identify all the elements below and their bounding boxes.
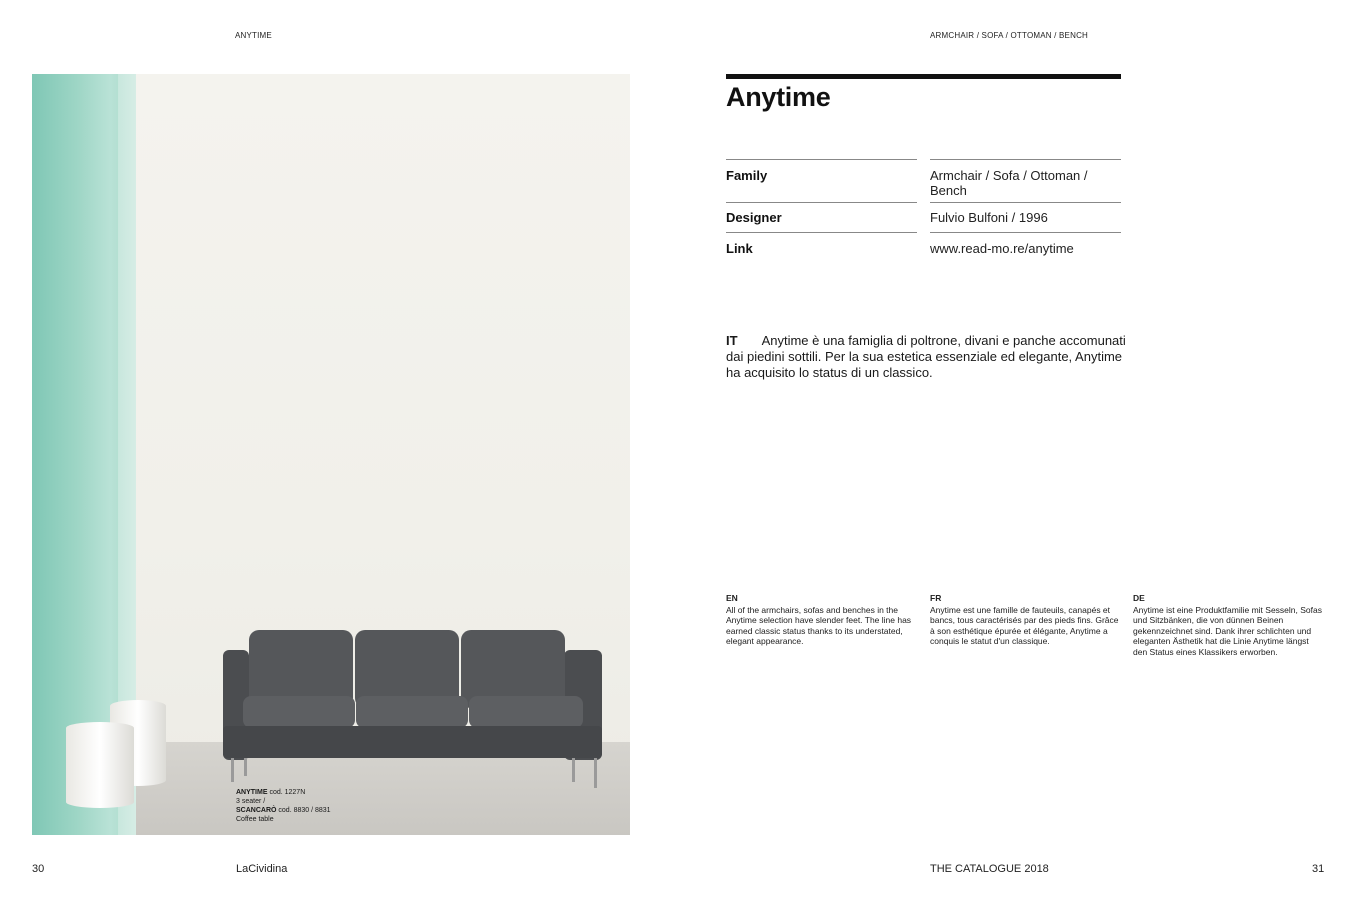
- spec-divider: [930, 159, 1121, 160]
- language-tag-fr: FR: [930, 593, 942, 603]
- photo-sofa-base: [223, 726, 602, 758]
- description-fr: [930, 593, 1122, 647]
- page-number-right: 31: [1312, 863, 1325, 875]
- spec-divider: [726, 159, 917, 160]
- spec-label-family: Family: [726, 168, 768, 183]
- spec-divider: [930, 202, 1121, 203]
- spec-divider: [726, 232, 917, 233]
- caption-product-code: cod. 1227N: [269, 789, 306, 796]
- product-title: Anytime: [726, 82, 831, 112]
- page-number-left: 30: [32, 863, 45, 875]
- caption-table-type: Coffee table: [236, 816, 274, 823]
- photo-sofa-seat-3: [469, 696, 583, 728]
- footer-catalogue: THE CATALOGUE 2018: [930, 863, 1049, 875]
- spec-label-designer: Designer: [726, 210, 782, 225]
- description-it: [726, 333, 1126, 381]
- title-rule: [726, 74, 1121, 79]
- spec-divider: [726, 202, 917, 203]
- photo-caption: [236, 788, 331, 824]
- photo-sofa-seat-2: [356, 696, 468, 728]
- photo-sofa-leg: [244, 758, 247, 776]
- spec-divider: [930, 232, 1121, 233]
- photo-sofa-leg: [572, 758, 575, 782]
- spec-label-link: Link: [726, 241, 753, 256]
- description-de-text: Anytime ist eine Produktfamilie mit Sesseln, Sofas und Sitzbänken, die von dünnen Beinen gekennzeichnet sind. Dank ihrer schlichten und eleganten Ästhetik hat die Linie Anytime längst den Status eines Klassikers erworben.: [1133, 604, 1322, 657]
- caption-product-variant: 3 seater /: [236, 798, 266, 805]
- description-en-text: All of the armchairs, sofas and benches in the Anytime selection have slender feet. The line has earned classic status thanks to its understated, elegant appearance.: [726, 604, 912, 646]
- description-de: [1133, 593, 1325, 657]
- photo-sofa-leg: [231, 758, 234, 782]
- language-tag-de: DE: [1133, 593, 1145, 603]
- caption-table-code: cod. 8830 / 8831: [278, 807, 331, 814]
- spec-value-link[interactable]: www.read-mo.re/anytime: [930, 241, 1074, 256]
- running-header-left: ANYTIME: [235, 31, 272, 40]
- product-photo: [32, 74, 630, 835]
- language-tag-it: IT: [726, 333, 738, 348]
- photo-sofa-leg: [594, 758, 597, 788]
- caption-product-name: ANYTIME: [236, 789, 268, 796]
- spec-value-designer: Fulvio Bulfoni / 1996: [930, 210, 1048, 225]
- description-it-text: Anytime è una famiglia di poltrone, divani e panche accomunati dai piedini sottili. Per la sua estetica essenziale ed elegante, Anytime ha acquisito lo status di un classico.: [726, 333, 1126, 380]
- photo-sofa-seat-1: [243, 696, 355, 728]
- description-fr-text: Anytime est une famille de fauteuils, canapés et bancs, tous caractérisés par des pieds fins. Grâce à son esthétique épurée et élégante, Anytime a conquis le statut d'un classique.: [930, 604, 1119, 646]
- language-tag-en: EN: [726, 593, 738, 603]
- description-en: [726, 593, 918, 647]
- spec-value-family: Armchair / Sofa / Ottoman / Bench: [930, 168, 1088, 198]
- photo-stool-front: [66, 722, 134, 808]
- caption-table-name: SCANCARÒ: [236, 807, 277, 814]
- footer-brand: LaCividina: [236, 863, 288, 875]
- running-header-right: ARMCHAIR / SOFA / OTTOMAN / BENCH: [930, 31, 1089, 40]
